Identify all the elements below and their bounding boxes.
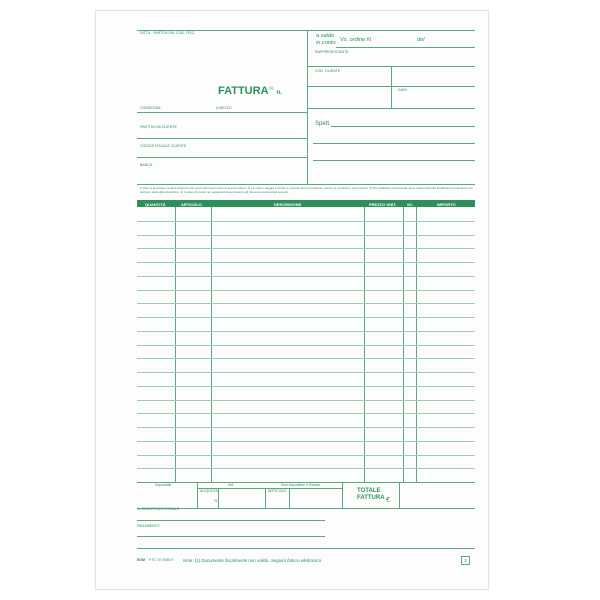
cod-cliente-divider: [391, 66, 392, 108]
terms-text: 1) Non si accettano reclami trascorsi otto giorni dal ricevimento di questa fattura. 2) La merce viaggia a rischio e pericolo del Committente, anche se venduta in porto franco. 3) Per qualsiasi controversia viene eletta l'Autorità Giudiziaria competente nel territorio della ditta Venditrice. 4) In caso di ritardo nei pagamenti decorreranno gli interessi commerciali correnti.: [140, 186, 473, 195]
column-header-quantita: QUANTITÀ: [145, 201, 166, 207]
scontrino-rule: [137, 520, 325, 521]
totale-label: TOTALE: [357, 488, 381, 494]
table-row: [137, 468, 475, 469]
table-row: [137, 413, 475, 414]
cod-cliente-rule: [308, 86, 475, 87]
pagamento-rule-2: [137, 548, 475, 549]
table-row: [137, 386, 475, 387]
column-header-prezzo-unit: PREZZO UNIT.: [369, 201, 397, 207]
column-header-articolo: ARTICOLO: [181, 201, 202, 207]
spett-rule-2: [313, 143, 475, 144]
footer-divider-6: [399, 482, 400, 508]
column-header-importo: IMPORTO: [437, 201, 456, 207]
pagamento-label: PAGAMENTO: [137, 524, 160, 528]
table-row: [137, 331, 475, 332]
footer-divider-5: [342, 482, 343, 508]
iva-label: IVA: [228, 483, 234, 487]
consegna-label: CONSEGNA: [140, 106, 161, 110]
rappresentante-label: RAPPRESENTANTE: [315, 50, 349, 54]
table-row: [137, 303, 475, 304]
table-row: [137, 276, 475, 277]
footer-divider-2: [218, 488, 219, 508]
fattura-footer-label: FATTURA: [357, 495, 385, 501]
footer-bottom-rule: [137, 508, 475, 509]
invoice-sheet: [95, 10, 489, 590]
percent-label: %: [214, 499, 218, 503]
page-number: 2: [461, 556, 470, 565]
invoice-title: [218, 85, 282, 97]
invoice-title-note: (1): [268, 85, 274, 90]
table-row: [137, 372, 475, 373]
column-header-sc: SC.: [407, 201, 414, 207]
footer-note: Note: (1) Documento fiscalmente non valido. Seguirà fattura elettronica: [183, 558, 322, 563]
form-code: FTC / E 5055 K: [149, 558, 174, 562]
euro-symbol: €: [386, 497, 390, 504]
partita-iva-cliente-label: PARTITA IVA CLIENTE: [140, 125, 177, 129]
non-imponibile-label: Non Imponibile o Esente: [281, 483, 321, 487]
footer-mid-rule: [197, 488, 342, 489]
imponibile-label: Imponibile: [155, 483, 172, 487]
totale-fattura-label: [357, 488, 385, 502]
codice-fiscale-rule: [137, 157, 307, 158]
ordine-label: Vs. ordine N.: [340, 37, 373, 43]
header-vertical-divider: [307, 30, 308, 184]
spett-rule-3: [313, 160, 475, 161]
partita-iva-rule: [137, 138, 307, 139]
del-label: del: [417, 37, 425, 43]
table-row: [137, 427, 475, 428]
table-row: [137, 262, 475, 263]
column-header-descrizione: DESCRIZIONE: [274, 201, 302, 207]
aliquota-label: ALIQUOTA: [200, 489, 218, 493]
conto-label: in conto: [316, 40, 336, 46]
pagamento-rule-1: [137, 536, 325, 537]
header-top-rule: [137, 30, 475, 31]
table-row: [137, 248, 475, 249]
table-row: [137, 455, 475, 456]
table-row: [137, 441, 475, 442]
data-label: DATA: [398, 88, 408, 92]
invoice-title-text: FATTURA: [218, 85, 269, 97]
consegna-rule: [137, 112, 307, 113]
spett-label: Spett.: [315, 121, 331, 127]
codice-fiscale-cliente-label: CODICE FISCALE CLIENTE: [140, 144, 187, 148]
table-row: [137, 235, 475, 236]
spett-rule-1: [331, 126, 475, 127]
ordine-rule: [336, 47, 475, 48]
cod-cliente-label: COD. CLIENTE: [315, 69, 341, 73]
header-bottom-rule: [137, 184, 475, 185]
brand-logo: EDM: [137, 558, 145, 562]
scontrino-label: N. SCONTRINO FISCALE: [137, 507, 180, 511]
mezzo-label: A MEZZO: [216, 106, 232, 110]
banca-label: BANCA: [140, 163, 153, 167]
footer-divider-1: [197, 482, 198, 508]
table-header: [137, 200, 475, 207]
table-row: [137, 345, 475, 346]
table-row: [137, 400, 475, 401]
footer-divider-3: [265, 488, 266, 508]
saldo-label: a saldo: [316, 33, 335, 39]
table-row: [137, 221, 475, 222]
invoice-number-label: n.: [276, 90, 282, 96]
footer-divider-4: [289, 488, 290, 508]
table-row: [137, 317, 475, 318]
title-rule: [308, 108, 475, 109]
table-row: [137, 290, 475, 291]
ditta-label: DITTA · PARTITA IVA, COD. FISC.: [140, 31, 196, 35]
table-row: [137, 358, 475, 359]
articolo-footer-label: ARTICOLO: [268, 489, 287, 493]
